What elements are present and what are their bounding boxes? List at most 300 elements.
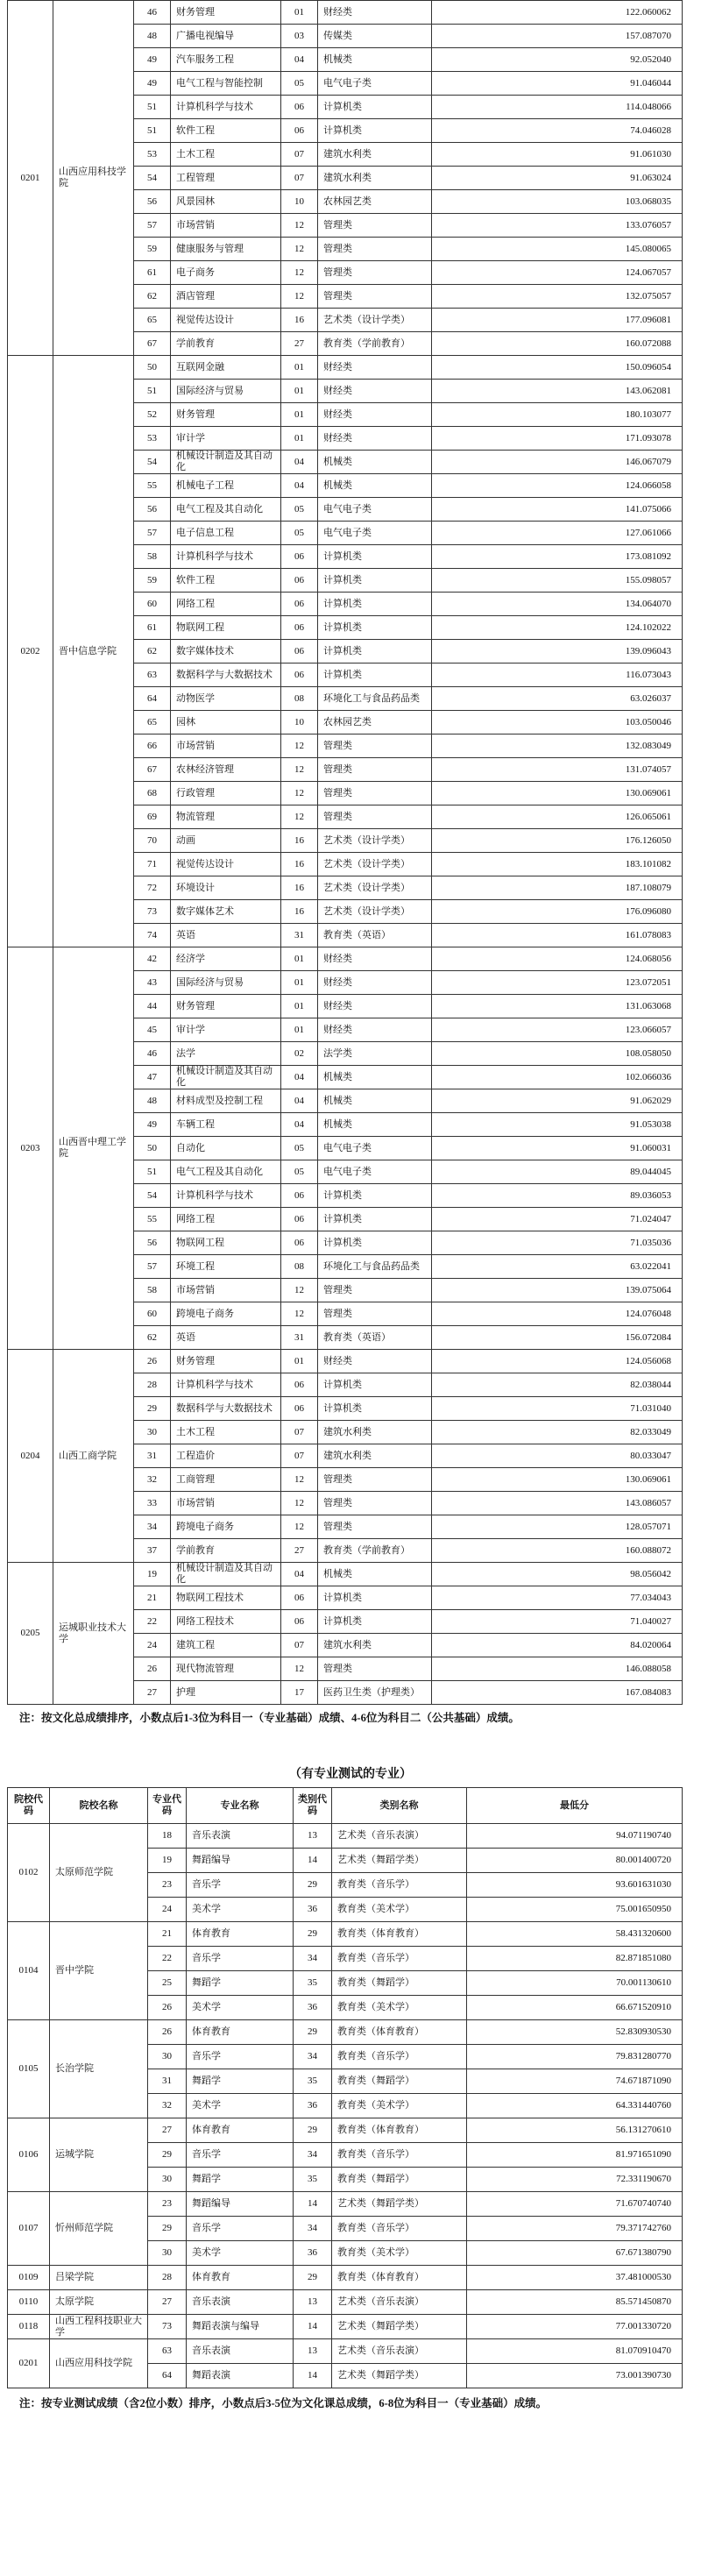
major-code: 32 [134,1468,171,1492]
major-name: 学前教育 [171,332,281,356]
major-code: 55 [134,474,171,498]
major-name: 电子信息工程 [171,522,281,545]
category-code: 34 [294,1947,332,1971]
min-score: 131.063068 [432,995,683,1018]
category-name: 建筑水利类 [318,1634,432,1657]
major-name: 互联网金融 [171,356,281,380]
category-code: 29 [294,1922,332,1947]
min-score: 176.126050 [432,829,683,853]
category-name: 传媒类 [318,25,432,48]
category-code: 16 [281,829,318,853]
score-table-2 [7,1787,683,2388]
category-code: 05 [281,72,318,96]
category-code: 31 [281,1326,318,1350]
major-code: 65 [134,711,171,734]
min-score: 91.046044 [432,72,683,96]
category-code: 01 [281,356,318,380]
min-score: 157.087070 [432,25,683,48]
category-code: 35 [294,2168,332,2192]
min-score: 84.020064 [432,1634,683,1657]
category-code: 06 [281,1610,318,1634]
major-code: 46 [134,1042,171,1066]
min-score: 81.971651090 [467,2143,683,2168]
column-header: 最低分 [467,1788,683,1824]
min-score: 143.062081 [432,380,683,403]
min-score: 63.022041 [432,1255,683,1279]
major-code: 30 [148,2045,187,2069]
major-code: 56 [134,190,171,214]
major-code: 49 [134,1113,171,1137]
major-name: 风景园林 [171,190,281,214]
category-code: 13 [294,2339,332,2364]
category-code: 34 [294,2045,332,2069]
category-name: 计算机类 [318,1231,432,1255]
school-code: 0109 [8,2266,50,2290]
category-name: 教育类（英语） [318,1326,432,1350]
table2-title: （有专业测试的专业） [289,1768,412,1781]
min-score: 133.076057 [432,214,683,238]
category-code: 31 [281,924,318,947]
major-code: 56 [134,498,171,522]
category-name: 计算机类 [318,640,432,664]
major-code: 32 [148,2094,187,2118]
category-code: 04 [281,1113,318,1137]
min-score: 132.083049 [432,734,683,758]
category-code: 06 [281,569,318,593]
category-code: 03 [281,25,318,48]
category-code: 36 [294,2241,332,2266]
major-name: 电气工程及其自动化 [171,498,281,522]
major-name: 国际经济与贸易 [171,380,281,403]
category-code: 06 [281,640,318,664]
major-code: 43 [134,971,171,995]
min-score: 82.033049 [432,1421,683,1444]
min-score: 139.075064 [432,1279,683,1302]
category-name: 机械类 [318,1563,432,1586]
major-code: 21 [148,1922,187,1947]
category-code: 01 [281,1350,318,1373]
major-name: 机械设计制造及其自动化 [171,1563,281,1586]
school-name: 山西应用科技学院 [53,1,134,356]
major-code: 72 [134,876,171,900]
min-score: 130.069061 [432,782,683,805]
category-name: 农林园艺类 [318,190,432,214]
category-name: 艺术类（舞蹈学类） [332,2364,467,2388]
major-code: 65 [134,309,171,332]
major-code: 67 [134,332,171,356]
major-name: 舞蹈编导 [187,1849,294,1873]
category-name: 建筑水利类 [318,167,432,190]
major-name: 音乐表演 [187,2339,294,2364]
category-name: 教育类（音乐学） [332,2045,467,2069]
category-name: 艺术类（舞蹈学类） [332,2192,467,2217]
category-name: 机械类 [318,1113,432,1137]
major-name: 市场营销 [171,734,281,758]
category-name: 管理类 [318,1492,432,1515]
major-name: 酒店管理 [171,285,281,309]
major-name: 数据科学与大数据技术 [171,1397,281,1421]
school-code: 0110 [8,2290,50,2315]
major-name: 物联网工程技术 [171,1586,281,1610]
min-score: 150.096054 [432,356,683,380]
category-name: 计算机类 [318,664,432,687]
category-code: 07 [281,143,318,167]
category-code: 14 [294,2192,332,2217]
min-score: 124.056068 [432,1350,683,1373]
min-score: 176.096080 [432,900,683,924]
major-code: 51 [134,96,171,119]
major-name: 音乐表演 [187,2290,294,2315]
major-name: 舞蹈学 [187,2168,294,2192]
major-name: 园林 [171,711,281,734]
category-name: 教育类（美术学） [332,2241,467,2266]
major-name: 美术学 [187,2241,294,2266]
category-name: 管理类 [318,261,432,285]
major-name: 体育教育 [187,2118,294,2143]
major-name: 农林经济管理 [171,758,281,782]
major-code: 57 [134,214,171,238]
category-code: 12 [281,805,318,829]
major-code: 54 [134,167,171,190]
major-code: 34 [134,1515,171,1539]
min-score: 73.001390730 [467,2364,683,2388]
min-score: 91.062029 [432,1089,683,1113]
category-name: 计算机类 [318,1397,432,1421]
major-name: 经济学 [171,947,281,971]
category-code: 29 [294,2020,332,2045]
major-name: 英语 [171,924,281,947]
category-code: 01 [281,1,318,25]
category-code: 12 [281,1279,318,1302]
category-name: 计算机类 [318,1373,432,1397]
major-name: 行政管理 [171,782,281,805]
category-code: 29 [294,2118,332,2143]
category-code: 12 [281,734,318,758]
min-score: 64.331440760 [467,2094,683,2118]
major-code: 66 [134,734,171,758]
major-code: 37 [134,1539,171,1563]
major-code: 62 [134,285,171,309]
category-code: 04 [281,474,318,498]
major-code: 18 [148,1824,187,1849]
category-code: 16 [281,309,318,332]
major-name: 工商管理 [171,1468,281,1492]
school-code: 0202 [8,356,53,947]
table2-note: 注：按专业测试成绩（含2位小数）排序，小数点后3-5位为文化课总成绩，6-8位为科目一（专业基础）成绩。 [19,2397,548,2409]
min-score: 93.601631030 [467,1873,683,1898]
category-code: 06 [281,616,318,640]
table-row [8,2118,683,2143]
major-code: 26 [134,1657,171,1681]
major-code: 62 [134,640,171,664]
min-score: 72.331190670 [467,2168,683,2192]
major-code: 61 [134,616,171,640]
table-row [8,2339,683,2364]
school-name: 山西工程科技职业大学 [50,2315,148,2339]
major-code: 61 [134,261,171,285]
category-name: 管理类 [318,1279,432,1302]
category-name: 机械类 [318,48,432,72]
category-code: 34 [294,2217,332,2241]
table-row [8,947,683,971]
category-name: 管理类 [318,238,432,261]
major-code: 50 [134,1137,171,1160]
major-name: 健康服务与管理 [171,238,281,261]
major-code: 64 [148,2364,187,2388]
major-name: 音乐学 [187,2143,294,2168]
category-code: 36 [294,1996,332,2020]
major-code: 56 [134,1231,171,1255]
major-name: 市场营销 [171,1279,281,1302]
major-name: 财务管理 [171,1350,281,1373]
min-score: 91.053038 [432,1113,683,1137]
major-name: 计算机科学与技术 [171,1184,281,1208]
min-score: 161.078083 [432,924,683,947]
major-name: 动物医学 [171,687,281,711]
major-code: 68 [134,782,171,805]
category-code: 35 [294,1971,332,1996]
major-code: 44 [134,995,171,1018]
major-code: 24 [148,1898,187,1922]
major-code: 50 [134,356,171,380]
category-code: 08 [281,1255,318,1279]
min-score: 124.067057 [432,261,683,285]
category-code: 06 [281,664,318,687]
min-score: 37.481000530 [467,2266,683,2290]
min-score: 124.102022 [432,616,683,640]
min-score: 171.093078 [432,427,683,451]
category-code: 07 [281,1634,318,1657]
column-header: 专业代码 [148,1788,187,1824]
school-code: 0201 [8,1,53,356]
major-code: 55 [134,1208,171,1231]
min-score: 143.086057 [432,1492,683,1515]
min-score: 130.069061 [432,1468,683,1492]
major-code: 22 [148,1947,187,1971]
category-name: 教育类（体育教育） [332,1922,467,1947]
category-name: 教育类（美术学） [332,2094,467,2118]
category-name: 计算机类 [318,119,432,143]
major-name: 广播电视编导 [171,25,281,48]
major-name: 音乐学 [187,1947,294,1971]
min-score: 123.072051 [432,971,683,995]
min-score: 79.831280770 [467,2045,683,2069]
major-code: 53 [134,143,171,167]
school-code: 0205 [8,1563,53,1705]
major-name: 机械设计制造及其自动化 [171,1066,281,1089]
major-name: 软件工程 [171,119,281,143]
min-score: 155.098057 [432,569,683,593]
min-score: 141.075066 [432,498,683,522]
major-name: 计算机科学与技术 [171,545,281,569]
major-name: 审计学 [171,1018,281,1042]
category-code: 06 [281,1373,318,1397]
major-name: 计算机科学与技术 [171,96,281,119]
min-score: 71.670740740 [467,2192,683,2217]
min-score: 79.371742760 [467,2217,683,2241]
min-score: 173.081092 [432,545,683,569]
category-code: 02 [281,1042,318,1066]
major-name: 美术学 [187,2094,294,2118]
school-name: 山西工商学院 [53,1350,134,1563]
category-code: 06 [281,1397,318,1421]
major-name: 市场营销 [171,1492,281,1515]
category-code: 04 [281,1066,318,1089]
category-name: 艺术类（舞蹈学类） [332,2315,467,2339]
school-name: 运城学院 [50,2118,148,2192]
table-row [8,1,683,25]
category-code: 06 [281,1184,318,1208]
category-name: 教育类（英语） [318,924,432,947]
major-code: 19 [134,1563,171,1586]
category-name: 艺术类（舞蹈学类） [332,1849,467,1873]
major-name: 市场营销 [171,214,281,238]
major-code: 28 [148,2266,187,2290]
major-name: 学前教育 [171,1539,281,1563]
school-name: 运城职业技术大学 [53,1563,134,1705]
min-score: 66.671520910 [467,1996,683,2020]
school-name: 晋中信息学院 [53,356,134,947]
school-name: 太原师范学院 [50,1824,148,1922]
major-code: 46 [134,1,171,25]
min-score: 167.084083 [432,1681,683,1705]
major-code: 22 [134,1610,171,1634]
category-name: 电气电子类 [318,1160,432,1184]
major-name: 土木工程 [171,143,281,167]
category-name: 管理类 [318,782,432,805]
category-code: 01 [281,403,318,427]
min-score: 114.048066 [432,96,683,119]
category-code: 16 [281,900,318,924]
header-row [8,1788,683,1824]
major-code: 63 [134,664,171,687]
category-name: 计算机类 [318,1184,432,1208]
category-name: 财经类 [318,1,432,25]
category-code: 27 [281,1539,318,1563]
major-code: 64 [134,687,171,711]
major-name: 数字媒体技术 [171,640,281,664]
min-score: 183.101082 [432,853,683,876]
min-score: 71.035036 [432,1231,683,1255]
min-score: 74.046028 [432,119,683,143]
major-code: 33 [134,1492,171,1515]
min-score: 180.103077 [432,403,683,427]
min-score: 74.671871090 [467,2069,683,2094]
category-code: 07 [281,1444,318,1468]
category-code: 27 [281,332,318,356]
min-score: 126.065061 [432,805,683,829]
major-code: 31 [148,2069,187,2094]
category-code: 12 [281,1515,318,1539]
min-score: 85.571450870 [467,2290,683,2315]
category-name: 管理类 [318,285,432,309]
column-header: 院校名称 [50,1788,148,1824]
min-score: 146.088058 [432,1657,683,1681]
min-score: 98.056042 [432,1563,683,1586]
category-name: 艺术类（音乐表演） [332,2290,467,2315]
category-code: 13 [294,1824,332,1849]
category-name: 计算机类 [318,616,432,640]
major-code: 49 [134,72,171,96]
school-name: 山西晋中理工学院 [53,947,134,1350]
school-code: 0118 [8,2315,50,2339]
major-code: 71 [134,853,171,876]
category-name: 管理类 [318,1657,432,1681]
min-score: 187.108079 [432,876,683,900]
min-score: 116.073043 [432,664,683,687]
min-score: 177.096081 [432,309,683,332]
min-score: 134.064070 [432,593,683,616]
major-code: 30 [134,1421,171,1444]
min-score: 80.001400720 [467,1849,683,1873]
category-name: 教育类（舞蹈学） [332,2069,467,2094]
category-code: 06 [281,1231,318,1255]
category-name: 教育类（体育教育） [332,2266,467,2290]
major-code: 29 [134,1397,171,1421]
major-name: 网络工程技术 [171,1610,281,1634]
category-name: 教育类（音乐学） [332,1947,467,1971]
category-code: 05 [281,1137,318,1160]
category-name: 环境化工与食品药品类 [318,687,432,711]
min-score: 128.057071 [432,1515,683,1539]
category-code: 07 [281,1421,318,1444]
category-name: 机械类 [318,1089,432,1113]
category-code: 06 [281,545,318,569]
category-name: 机械类 [318,1066,432,1089]
major-code: 69 [134,805,171,829]
major-code: 26 [148,1996,187,2020]
table-row [8,2315,683,2339]
table-row [8,1922,683,1947]
category-code: 07 [281,167,318,190]
min-score: 132.075057 [432,285,683,309]
major-name: 美术学 [187,1996,294,2020]
category-code: 12 [281,1492,318,1515]
major-name: 土木工程 [171,1421,281,1444]
min-score: 145.080065 [432,238,683,261]
major-code: 59 [134,238,171,261]
major-code: 51 [134,380,171,403]
category-name: 计算机类 [318,96,432,119]
major-code: 47 [134,1066,171,1089]
min-score: 89.036053 [432,1184,683,1208]
category-code: 10 [281,711,318,734]
min-score: 131.074057 [432,758,683,782]
category-name: 环境化工与食品药品类 [318,1255,432,1279]
major-code: 62 [134,1326,171,1350]
major-code: 26 [148,2020,187,2045]
category-name: 艺术类（设计学类） [318,309,432,332]
school-code: 0203 [8,947,53,1350]
category-name: 电气电子类 [318,522,432,545]
category-name: 建筑水利类 [318,1421,432,1444]
min-score: 103.068035 [432,190,683,214]
category-code: 12 [281,1468,318,1492]
major-code: 49 [134,48,171,72]
category-name: 建筑水利类 [318,1444,432,1468]
min-score: 124.066058 [432,474,683,498]
category-code: 36 [294,2094,332,2118]
table-row [8,2266,683,2290]
major-code: 24 [134,1634,171,1657]
category-name: 教育类（美术学） [332,1898,467,1922]
category-name: 教育类（学前教育） [318,332,432,356]
major-code: 31 [134,1444,171,1468]
category-code: 14 [294,2364,332,2388]
major-code: 58 [134,1279,171,1302]
category-name: 电气电子类 [318,1137,432,1160]
category-code: 01 [281,947,318,971]
